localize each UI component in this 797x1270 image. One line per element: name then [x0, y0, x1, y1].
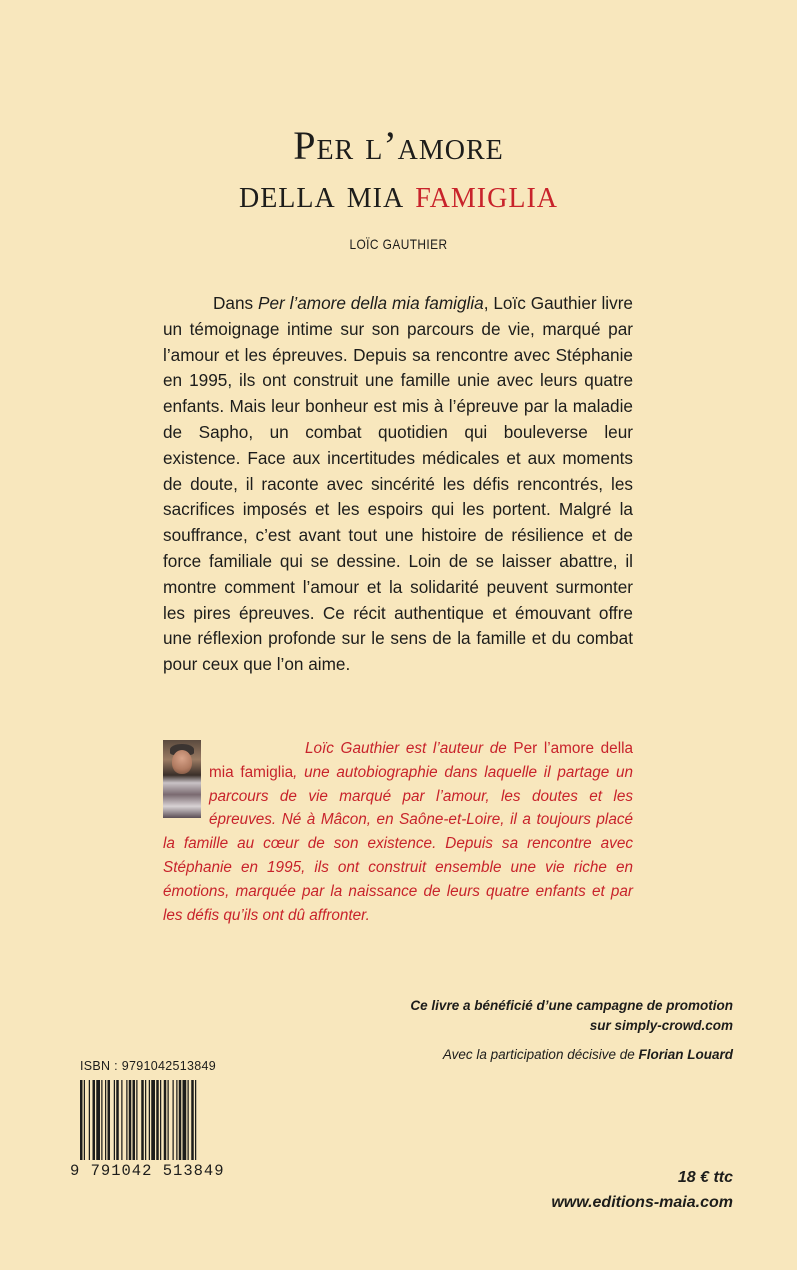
barcode-bar: [105, 1080, 106, 1170]
barcode-bar: [114, 1080, 115, 1170]
barcode-bar: [108, 1080, 111, 1170]
barcode-bar: [136, 1080, 137, 1170]
partner-prefix: Avec la participation décisive de: [442, 1047, 639, 1062]
barcode-bar: [176, 1080, 177, 1170]
barcode-bar: [126, 1080, 127, 1170]
barcode-bar: [129, 1080, 132, 1170]
promo-line2: sur simply-crowd.com: [589, 1018, 733, 1033]
promotion-note: [410, 996, 733, 1036]
barcode-bar: [195, 1080, 196, 1170]
author-name: LOÏC GAUTHIER: [349, 236, 448, 252]
synopsis-book-title: Per l’amore della mia famiglia: [257, 293, 484, 313]
synopsis-paragraph: [163, 291, 633, 678]
barcode-bar: [149, 1080, 150, 1170]
barcode-bar: [168, 1080, 169, 1170]
barcode-bar: [191, 1080, 194, 1170]
barcode-bar: [121, 1080, 122, 1170]
book-title-line1: [0, 123, 797, 168]
author-bio: [163, 737, 633, 927]
barcode-bar: [133, 1080, 136, 1170]
partner-name: Florian Louard: [638, 1047, 733, 1062]
book-title-line2: [0, 171, 797, 216]
barcode-bar: [183, 1080, 187, 1170]
bio-part1: Loïc Gauthier est l’auteur de: [305, 740, 514, 757]
barcode-bar: [151, 1080, 155, 1170]
barcode-bar: [141, 1080, 144, 1170]
synopsis-body: , Loïc Gauthier livre un témoignage intime sur son parcours de vie, marqué par l’amour et les épreuves. Depuis sa rencontre avec Stéphanie en 1995, ils ont construit une famille unie avec leurs quatre enfants. Mais leur bonheur est mis à l’épreuve par la maladie de Sapho, un combat quotidien qui bouleverse leur existence. Face aux incertitudes médicales et aux moments de doute, il raconte avec sincérité les défis rencontrés, les sacrifices imposés et les espoirs qui les portent. Malgré la souffrance, c’est avant tout une histoire de résilience et de force familiale qui se dessine. Loin de se laisser abattre, il montre comment l’amour et la solidarité peuvent surmonter les pires épreuves. Ce récit authentique et émouvant offre une réflexion profonde sur le sens de la famille et du combat pour ceux que l’on aime.: [163, 293, 633, 675]
barcode-bar: [84, 1080, 85, 1170]
barcode-digits: 9 791042 513849: [70, 1160, 240, 1180]
barcode-bar: [89, 1080, 90, 1170]
bio-part2: , une autobiographie dans laquelle il partage un parcours de vie marqué par l’amour, les doutes et les épreuves. Né à Mâcon, en Saône-et-Loire, il a toujours placé la famille au cœur de son existence. Depuis sa rencontre avec Stéphanie en 1995, ils ont construit ensemble une vie riche en émotions, marquée par la naissance de leurs quatre enfants et par les défis qu’ils ont dû affronter.: [163, 763, 633, 924]
promo-line1: Ce livre a bénéficié d’une campagne de promotion: [410, 998, 733, 1013]
barcode-bar: [160, 1080, 161, 1170]
title-line2-accent: famiglia: [415, 171, 558, 216]
barcode-bar: [93, 1080, 96, 1170]
publisher-website: www.editions-maia.com: [551, 1194, 733, 1211]
barcode-bar: [164, 1080, 167, 1170]
price: 18 € ttc: [677, 1169, 733, 1186]
barcode-bar: [116, 1080, 119, 1170]
barcode-bar: [156, 1080, 159, 1170]
barcode-bar: [101, 1080, 102, 1170]
barcode-bar: [145, 1080, 146, 1170]
barcode-bar: [173, 1080, 174, 1170]
synopsis-intro: Dans: [213, 293, 258, 313]
author-photo: [163, 740, 201, 818]
bio-book-title: Per l’amore della mia famiglia: [209, 740, 633, 781]
barcode-bar: [188, 1080, 189, 1170]
barcode-bar: [80, 1080, 83, 1170]
barcode-bar: [96, 1080, 100, 1170]
barcode: [80, 1080, 235, 1170]
title-line2-prefix: della mia: [238, 171, 416, 216]
partner-credit: [443, 1047, 733, 1062]
isbn-label: ISBN : 9791042513849: [80, 1059, 216, 1073]
barcode-bar: [179, 1080, 182, 1170]
title-line1-text: Per l’amore: [293, 123, 504, 168]
